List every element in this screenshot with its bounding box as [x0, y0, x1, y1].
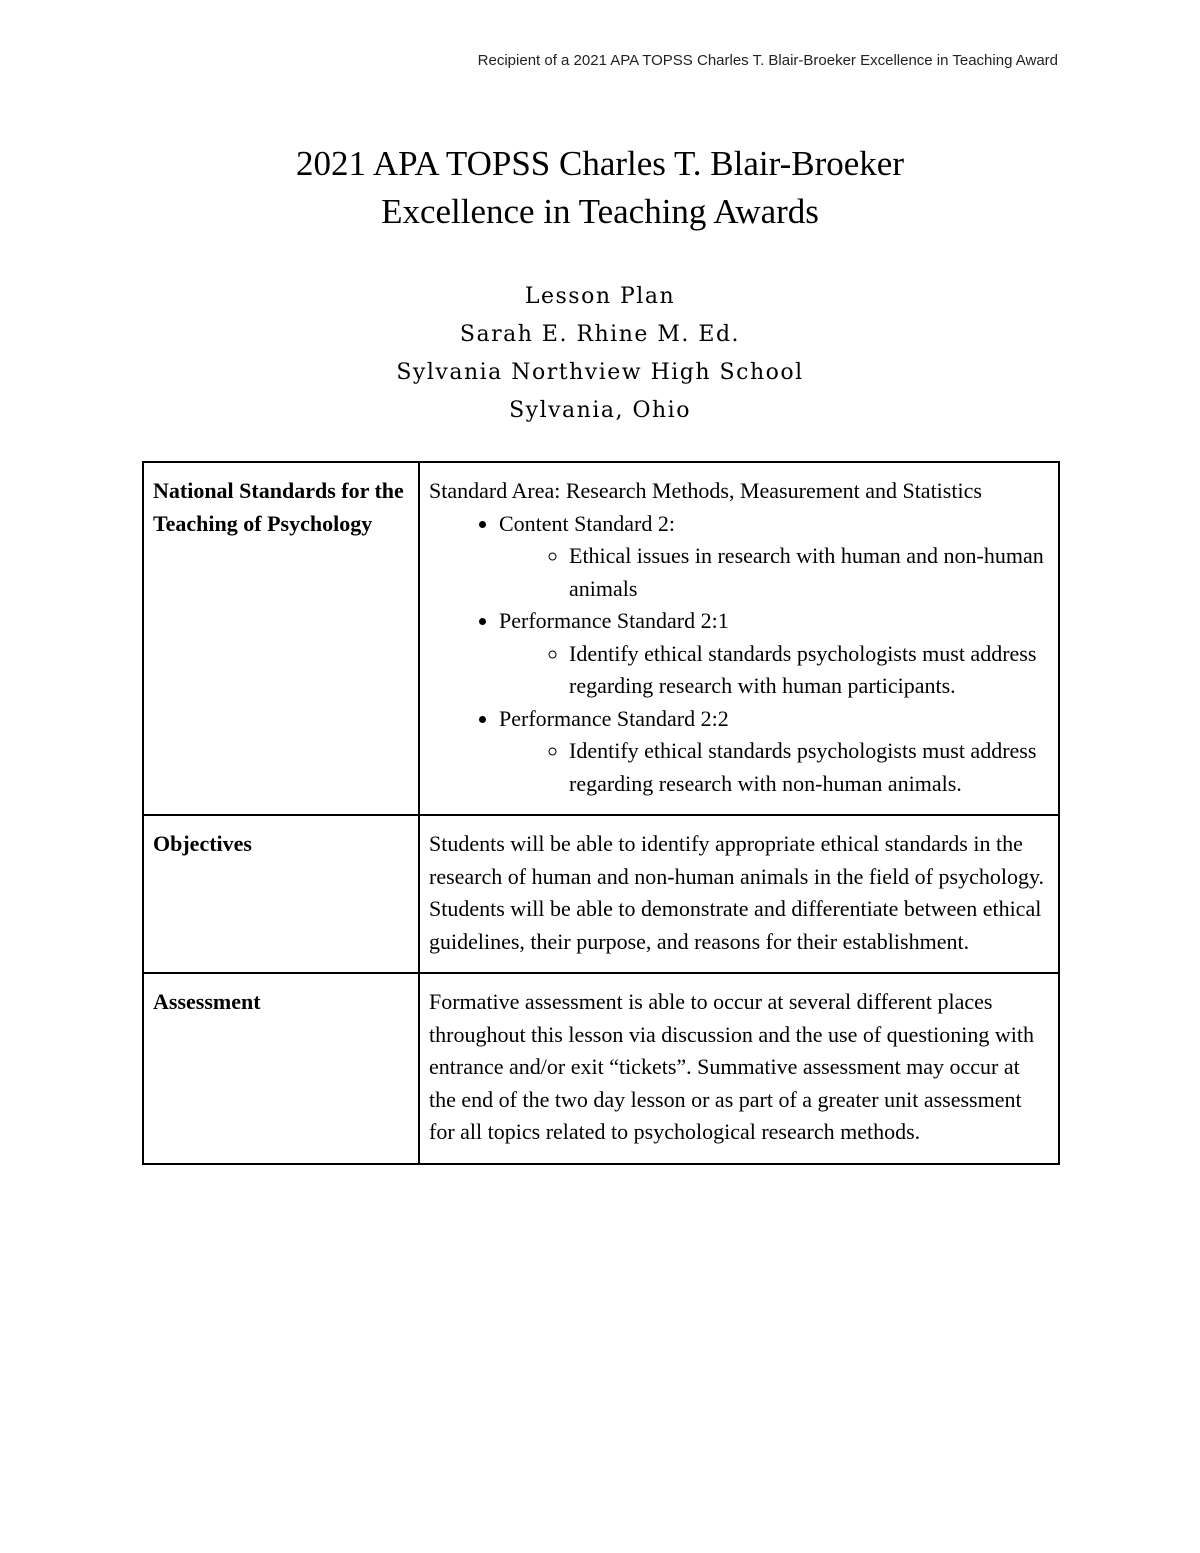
assessment-text: Formative assessment is able to occur at several different places throughout this lesson via discussion and the use of questioning with entrance and/or exit “tickets”. Summative assessment may occur at the end of the two day lesson or as part of a greater unit assessment for all topics related to psychological research methods. — [419, 973, 1059, 1164]
standard-item-detail: ◦ Identify ethical standards psychologists must address regarding research with human participants. — [569, 638, 1048, 703]
standard-item-detail: ◦ Identify ethical standards psychologists must address regarding research with non-human animals. — [569, 735, 1048, 800]
school-name: Sylvania Northview High School — [396, 360, 804, 385]
standard-item-detail: ◦ Ethical issues in research with human and non-human animals — [569, 540, 1048, 605]
standard-item-title: Content Standard 2: — [499, 510, 675, 536]
school-location: Sylvania, Ohio — [509, 398, 691, 423]
standards-label: National Standards for the Teaching of Psychology — [143, 462, 419, 815]
objectives-text: Students will be able to identify appropriate ethical standards in the research of human and non-human animals in the field of psychology. Students will be able to demonstrate and differentiate between ethical guidelines, their purpose, and reasons for their establishment. — [419, 815, 1059, 973]
standard-item-title: Performance Standard 2:1 — [499, 608, 729, 633]
assessment-label: Assessment — [143, 973, 419, 1164]
title-line-2: Excellence in Teaching Awards — [381, 192, 819, 231]
standard-area: Standard Area: Research Methods, Measurement and Statistics — [429, 478, 982, 503]
standard-item-title: Performance Standard 2:2 — [499, 705, 729, 731]
lesson-plan-table — [142, 461, 1060, 1165]
doc-type: Lesson Plan — [524, 284, 676, 309]
standard-item — [499, 508, 1048, 606]
document-title — [0, 140, 1200, 236]
title-line-1: 2021 APA TOPSS Charles T. Blair-Broeker — [296, 144, 904, 183]
objectives-label: Objectives — [143, 815, 419, 973]
standard-item — [499, 703, 1048, 801]
author-name: Sarah E. Rhine M. Ed. — [459, 322, 741, 347]
running-header: Recipient of a 2021 APA TOPSS Charles T. Blair-Broeker Excellence in Teaching Award — [477, 52, 1058, 69]
table-row-standards — [143, 462, 1059, 815]
standards-content — [419, 462, 1059, 815]
standards-list — [429, 508, 1048, 801]
standard-item — [499, 605, 1048, 703]
lesson-meta — [0, 278, 1200, 430]
table-row-objectives — [143, 815, 1059, 973]
table-row-assessment — [143, 973, 1059, 1164]
